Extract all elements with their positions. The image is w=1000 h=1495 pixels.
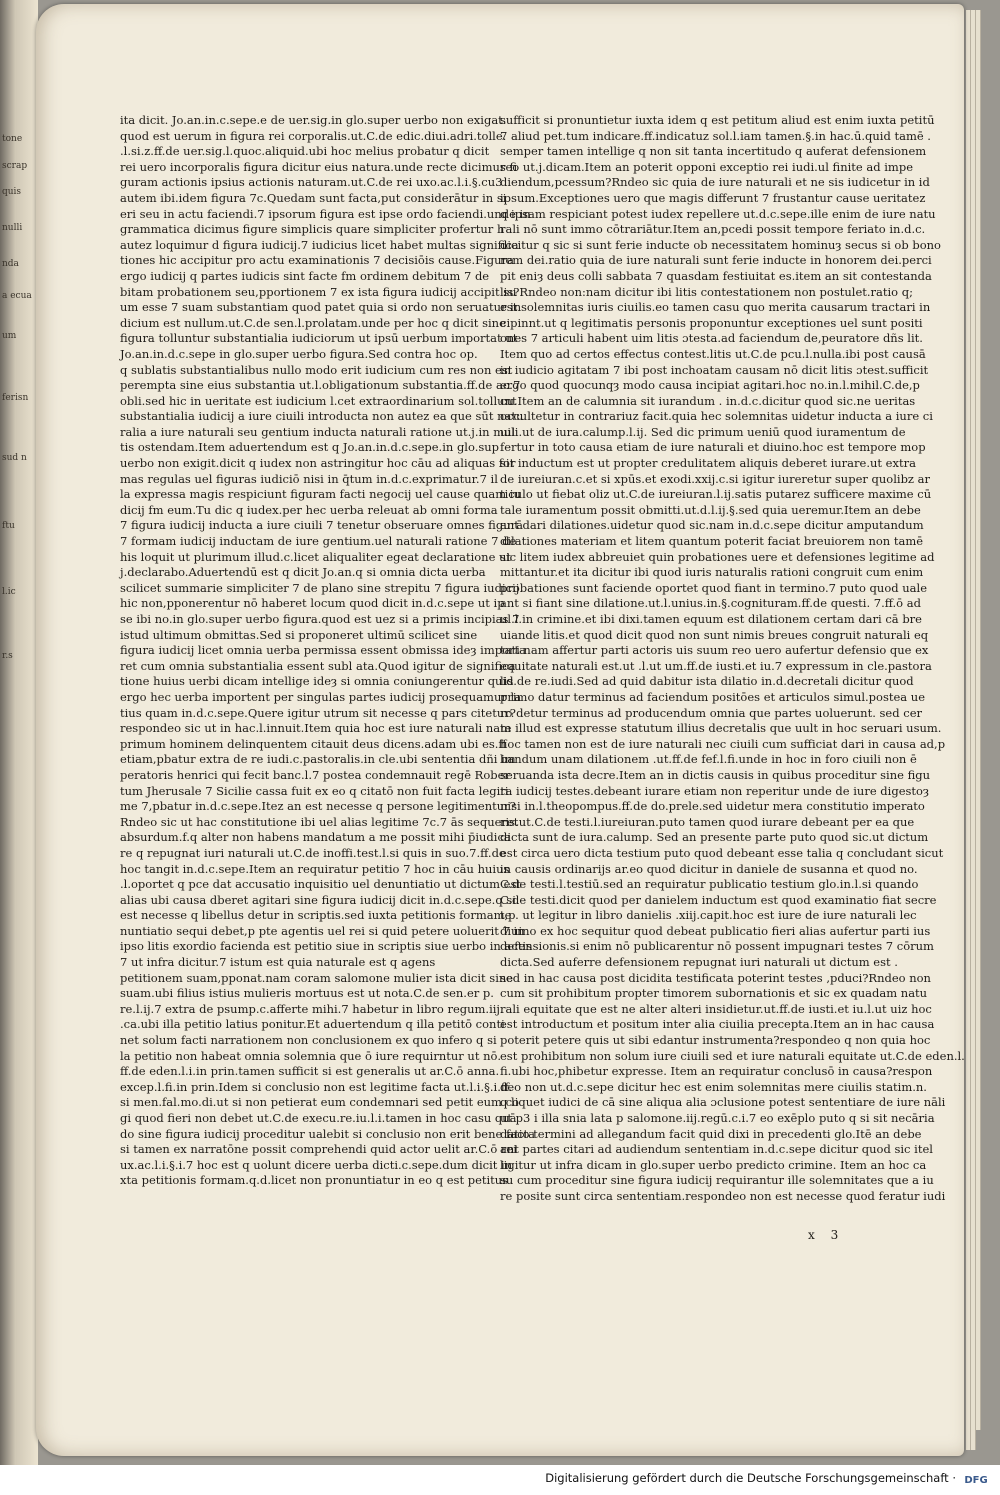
margin-fragment: nulli bbox=[2, 223, 23, 233]
text-line: uiande litis.et quod dicit quod non sunt nimis breues congruit naturali eq bbox=[500, 627, 929, 642]
text-line: la petitio non habeat omnia solemnia que ō iure requirntur ut nō. bbox=[120, 1048, 502, 1063]
text-line: sit inductum est ut propter credulitatem aliquis deberet iurare.ut extra bbox=[500, 456, 916, 471]
text-line: respondeo sic ut in hac.l.innuit.Item quia hoc est iure naturali nam bbox=[120, 721, 512, 736]
text-line: re posite sunt circa sententiam.respondeo non est necesse quod feratur iudi bbox=[500, 1188, 946, 1203]
text-line: tione huius uerbi dicam intellige ideȝ si omnia coniungerentur quid bbox=[120, 674, 514, 689]
text-line: scilicet summarie simpliciter 7 de plano sine strepitu 7 figura iudicij bbox=[120, 580, 520, 595]
text-line: rem dei.ratio quia de iure naturali sunt ferie inducte in honorem dei.perci bbox=[500, 253, 932, 268]
text-line: Rndeo sic ut hac constitutione ibi uel alias legitime 7c.7 ās sequeret bbox=[120, 814, 519, 829]
margin-fragment: sud n bbox=[2, 453, 27, 463]
text-line: si tamen ex narratōne possit comprehendi quid actor uelit ar.C.ō rei bbox=[120, 1142, 517, 1157]
text-line: figura tolluntur substantialia iudiciorum ut ipsū uerbum importat ut bbox=[120, 331, 518, 346]
text-line: lis.de re.iudi.Sed ad quid dabitur ista dilatio in.d.decretali dicitur quod bbox=[500, 674, 914, 689]
text-line: me 7,pbatur in.d.c.sepe.Itez an est necesse q persone legitimentur? bbox=[120, 799, 516, 814]
text-line: ipso litis exordio facienda est petitio siue in scriptis siue uerbo in actis bbox=[120, 939, 532, 954]
text-line: re.l.ij.7 extra de psump.c.afferte mihi.7 habetur in libro regum.iij. bbox=[120, 1001, 504, 1016]
text-line: bitam probationem seu,pportionem 7 ex ista figura iudicij accipit su bbox=[120, 284, 517, 299]
text-line: est introductum et positum inter alia ciuilia precepta.Item an in hac causa bbox=[500, 1017, 935, 1032]
text-line: q ipsam respiciant potest iudex repellere ut.d.c.sepe.ille enim de iure natu bbox=[500, 206, 936, 221]
text-line: ant partes citari ad audiendum sententiam in.d.c.sepe dicitur quod sic itel bbox=[500, 1142, 933, 1157]
text-line: deo non ut.d.c.sepe dicitur hec est enim solemnitas mere ciuilis statim.n. bbox=[500, 1079, 927, 1094]
text-line: in iudicio agitatam 7 ibi post inchoatam causam nō dicit litis ɔtest.sufficit bbox=[500, 362, 929, 377]
text-line: ra iudicij testes.debeant iurare etiam non reperitur unde de iure digestoȝ bbox=[500, 783, 929, 798]
text-line: tius quam in.d.c.sepe.Quere igitur utrum sit necesse q pars citetur? bbox=[120, 705, 516, 720]
text-line: ret cum omnia substantialia essent subl ata.Quod igitur de significa bbox=[120, 658, 516, 673]
text-line: ff.de eden.l.i.in prin.tamen sufficit si est generalis ut ar.C.ō anna. bbox=[120, 1064, 500, 1079]
dfg-logo-text: DFG bbox=[964, 1475, 988, 1486]
text-line: ita dicit. Jo.an.in.c.sepe.e de uer.sig.in glo.super uerbo non exigat. bbox=[120, 113, 507, 127]
text-line: seruanda ista decre.Item an in dictis causis in quibus proceditur sine figu bbox=[500, 767, 931, 782]
margin-fragment: r.s bbox=[2, 651, 13, 661]
text-line: poterit petere quis ut sibi edantur instrumenta?respondeo q non quia hoc bbox=[500, 1033, 931, 1048]
signature-mark: x 3 bbox=[808, 1228, 845, 1242]
text-line: semper tamen intellige q non sit tanta incertitudo q auferat defensionem bbox=[500, 144, 927, 159]
text-line: in causis ordinarijs ar.eo quod dicitur in daniele de susanna et quod no. bbox=[500, 861, 918, 876]
text-line: uerbo non exigit.dicit q iudex non astringitur hoc cāu ad aliquas for bbox=[120, 456, 516, 471]
margin-fragment: quis bbox=[2, 187, 22, 197]
text-line: de iureiuran.c.et si xpūs.et exodi.xxij.c.si igitur iureretur super quolibz ar bbox=[500, 471, 931, 486]
text-line: dicta sunt de iura.calump. Sed an presente parte puto quod sic.ut dictum bbox=[500, 830, 929, 845]
text-line: te . ut legitur in libro danielis .xiij.capit.hoc est iure de iure naturali lec bbox=[500, 908, 917, 923]
text-line: cu.Item an de calumnia sit iurandum . in.d.c.dicitur quod sic.ne ueritas bbox=[500, 393, 916, 408]
text-line: ant dari dilationes.uidetur quod sic.nam in.d.c.sepe dicitur amputandum bbox=[500, 518, 924, 533]
text-line: substantialia iudicij a iure ciuili introducta non autez ea que sūt natu bbox=[120, 409, 524, 424]
text-line: sed in hac causa post dicidita testificata poterint testes ,pduci?Rndeo non bbox=[500, 970, 931, 985]
text-line: fertur in toto causa etiam de iure naturali et diuino.hoc est tempore mop bbox=[500, 440, 926, 455]
text-line: probationes sunt faciende oportet quod fiant in termino.7 puto quod uale bbox=[500, 580, 928, 595]
text-line: su cum proceditur sine figura iudicij requirantur ille solemnitates que a iu bbox=[500, 1173, 934, 1188]
text-line: grammatica dicimus figure simplicis quare simpliciter profertur h bbox=[120, 222, 505, 237]
text-column-right bbox=[500, 113, 965, 1205]
text-line: 7 ut infra dicitur.7 istum est quia naturale est q agens bbox=[120, 955, 436, 970]
text-line: dicij fm eum.Tu dic q iudex.per hec uerba releuat ab omni forma bbox=[120, 502, 498, 517]
text-line: re q repugnat iuri naturali ut.C.de inoffi.test.l.si quis in suo.7.ff.de bbox=[120, 845, 506, 860]
margin-fragment: l.ic bbox=[2, 587, 16, 597]
text-line: bandum unam dilationem .ut.ff.de fef.l.fi.unde in hoc in foro ciuili non ē bbox=[500, 752, 917, 767]
text-line: fi.ubi hoc,phibetur expresse. Item an requiratur conclusō in causa?respon bbox=[500, 1064, 933, 1079]
text-line: sic litem iudex abbreuiet quin probationes uere et defensiones legitime ad bbox=[500, 549, 935, 564]
text-line: mas regulas uel figuras iudiciō nisi in q̄tum in.d.c.exprimatur.7 il bbox=[120, 471, 498, 486]
text-line: eri seu in actu faciendi.7 ipsorum figura est ipse ordo faciendi.unde in bbox=[120, 206, 531, 221]
text-line: hoc tangit in.d.c.sepe.Item an requiratur petitio 7 hoc in cāu huius bbox=[120, 861, 510, 876]
text-line: la expressa magis respiciunt figuram facti negocij uel cause quam iu bbox=[120, 487, 521, 502]
text-line: mittantur.et ita dicitur ibi quod iuris naturalis rationi congruit cum enim bbox=[500, 565, 924, 580]
text-line: est prohibitum non solum iure ciuili sed et iure naturali equitate ut.C.de eden.l. bbox=[500, 1048, 965, 1063]
text-line: ro detur terminus ad producendum omnia que partes uoluerunt. sed cer bbox=[500, 705, 922, 720]
text-line: ul.l.in crimine.et ibi dixi.tamen equum est dilationem certam dari cā bre bbox=[500, 612, 922, 626]
text-line: suam.ubi filius istius mulieris mortuus est ut nota.C.de sen.er p. bbox=[120, 986, 494, 1001]
text-line: se ibi no.in glo.super uerbo figura.quod est uez si a primis incipias 7 bbox=[120, 612, 520, 626]
text-line: ipsum.Exceptiones uero que magis differunt 7 frustantur cause ueritatez bbox=[500, 190, 926, 205]
text-line: uili.ut de iura.calump.l.ij. Sed dic primum ueniū quod iuramentum de bbox=[500, 424, 906, 439]
text-line: primo datur terminus ad faciendum positōes et articulos simul.postea ue bbox=[500, 689, 926, 704]
text-line: dilationes materiam et litem quantum poterit faciat breuiorem non tamē bbox=[500, 534, 924, 549]
text-line: tati nam affertur parti actoris uis suum reo uero aufertur defensio que ex bbox=[500, 643, 929, 658]
text-line: rali equitate que est ne alter alteri insidietur.ut.ff.de iusti.et iu.l.ut uiz hoc bbox=[500, 1001, 932, 1016]
footer-bar bbox=[0, 1466, 1000, 1495]
text-line: tis ostendam.Item aduertendum est q Jo.an.in.d.c.sepe.in glo.sup bbox=[120, 440, 500, 455]
text-line: hoc tamen non est de iure naturali nec ciuili cum sufficiat dari in causa ad,p bbox=[500, 736, 946, 751]
text-line: .ca.ubi illa petitio latius ponitur.Et aduertendum q illa petitō conti bbox=[120, 1017, 505, 1032]
margin-fragment: nda bbox=[2, 259, 19, 269]
text-line: excep.l.fi.in prin.Idem si conclusio non est legitime facta ut.l.i.§.i.ff. bbox=[120, 1079, 513, 1094]
text-line: nuntiatio sequi debet,p pte agentis uel rei si quid petere uoluerit 7 in bbox=[120, 923, 525, 938]
text-line: dicitur q sic si sunt ferie inducte ob necessitatem hominuȝ secus si ob bono bbox=[500, 237, 941, 252]
text-line: figura iudicij licet omnia uerba permissa essent obmissa ideȝ importa bbox=[120, 643, 526, 658]
text-line: tale iuramentum possit obmitti.ut.d.l.ij.§.sed quia ueremur.Item an debe bbox=[500, 502, 921, 517]
text-column-left bbox=[120, 113, 536, 1189]
text-line: petitionem suam,pponat.nam coram salomone mulier ista dicit sine bbox=[120, 970, 514, 985]
text-line: his loquit ut plurimum illud.c.licet aliqualiter egeat declaratione ut bbox=[120, 549, 512, 564]
text-line: te illud est expresse statutum illius decretalis que uult in hoc seruari usum. bbox=[500, 721, 942, 736]
text-line: est necesse q libellus detur in scriptis.sed iuxta petitionis formam,p bbox=[120, 908, 516, 923]
text-line: ergo quod quocunqȝ modo causa incipiat agitari.hoc no.in.l.mihil.C.de,p bbox=[500, 378, 920, 393]
text-line: tiones hic accipitur pro actu examinationis 7 decisiōis cause.Figura bbox=[120, 253, 514, 268]
text-line: rali nō sunt immo cōtrariātur.Item an,pcedi possit tempore feriato in.d.c. bbox=[500, 222, 926, 237]
text-line: etiam,pbatur extra de re iudi.c.pastoralis.in cle.ubi sententia dñi im bbox=[120, 752, 516, 767]
text-line: alias ubi causa dberet agitari sine figura iudicij dicit in.d.c.sepe.q si bbox=[120, 892, 516, 907]
text-line: autez loquimur d figura iudicij.7 iudicius licet habet multas significa bbox=[120, 237, 519, 252]
text-line: perempta sine eius substantia ut.l.obligationum substantia.ff.de ac.7 bbox=[120, 378, 521, 393]
text-line: autem ibi.idem figura 7c.Quedam sunt facta,put considerātur in si bbox=[120, 190, 507, 205]
text-line: istud ultimum obmittas.Sed si proponeret ultimū scilicet sine bbox=[120, 627, 478, 642]
text-line: xta petitionis formam.q.d.licet non pronuntiatur in eo q est petitus bbox=[120, 1173, 509, 1188]
text-line: 7 aliud pet.tum indicare.ff.indicatuz sol.l.iam tamen.§.in hac.ū.quid tamē . bbox=[500, 128, 931, 143]
text-line: ant si fiant sine dilatione.ut.l.unius.in.§.cognituram.ff.de questi. 7.ff.ō ad bbox=[500, 596, 921, 611]
margin-fragment: ftu bbox=[2, 521, 15, 531]
text-line: dicta.Sed auferre defensionem repugnat iuri naturali ut dictum est . bbox=[500, 955, 898, 970]
text-line: obli.sed hic in ueritate est iudicium l.cet extraordinarium sol.tollunt bbox=[120, 393, 517, 408]
text-line: q liquet iudici de cā sine aliqua alia ɔclusione potest sententiare de iure nāli bbox=[500, 1095, 946, 1110]
text-line: q sublatis substantialibus nullo modo erit iudicium cum res non est bbox=[120, 362, 513, 377]
text-line: guram actionis ipsius actionis naturam.ut.C.de rei uxo.ac.l.i.§.cu3 bbox=[120, 175, 503, 190]
text-line: tum Jherusale 7 Sicilie cassa fuit ex eo q citatō non fuit facta legiti bbox=[120, 783, 509, 798]
text-line: cipinnt.ut q legitimatis personis proponuntur exceptiones uel sunt positi bbox=[500, 315, 923, 330]
margin-fragment: tone bbox=[2, 134, 23, 144]
text-line: C.de testi.l.testiū.sed an requiratur publicatio testium glo.in.l.si quando bbox=[500, 877, 919, 892]
text-line: ergo hec uerba importent per singulas partes iudicij prosequamur la bbox=[120, 689, 522, 704]
text-line: si men.fal.mo.di.ut si non petierat eum condemnari sed petit eum co bbox=[120, 1095, 519, 1110]
text-line: nisi in.l.theopompus.ff.de do.prele.sed uidetur mera constitutio imperato bbox=[500, 799, 925, 814]
text-line: sufficit si pronuntietur iuxta idem q est petitum aliud est enim iuxta petitū bbox=[500, 113, 935, 127]
text-line: absurdum.f.q alter non habens mandatum a me possit mihi p̄iudica bbox=[120, 830, 511, 845]
text-line: reo ut.j.dicam.Item an poterit opponi exceptio rei iudi.ul finite ad impe bbox=[500, 159, 914, 174]
text-line: equitate naturali est.ut .l.ut um.ff.de iusti.et iu.7 expressum in cle.pastora bbox=[500, 658, 932, 673]
margin-fragment: ferisn bbox=[2, 393, 29, 403]
text-line: dicium est nullum.ut.C.de sen.l.prolatam.unde per hoc q dicit sine bbox=[120, 315, 506, 330]
text-line: diendum,pcessum?Rndeo sic quia de iure naturali et ne sis iudicetur in id bbox=[500, 175, 930, 190]
margin-fragment: scrap bbox=[2, 161, 28, 171]
text-line: Jo.an.in.d.c.sepe in glo.super uerbo figura.Sed contra hoc op. bbox=[120, 346, 478, 361]
text-line: pit eniȝ deus colli sabbata 7 quasdam festiuitat es.item an sit contestanda bbox=[500, 268, 932, 283]
text-line: rei uero incorporalis figura dicitur eius natura.unde recte dicimus fi bbox=[120, 159, 518, 174]
text-line: ticulo ut fiebat oliz ut.C.de iureiuran.l.ij.satis putarez sufficere maxime cū bbox=[500, 487, 932, 502]
margin-fragment: a ecua bbox=[2, 291, 32, 301]
text-line: .l.si.z.ff.de uer.sig.l.quoc.aliquid.ubi hoc melius probatur q dicit bbox=[120, 144, 490, 159]
page-edge bbox=[976, 10, 981, 1430]
text-line: .l.oportet q pce dat accusatio inquisitio uel denuntiatio ut dictum est bbox=[120, 877, 521, 892]
text-line: est circa uero dicta testium puto quod debeant esse talia q concludant sicut bbox=[500, 845, 944, 860]
text-line: primum hominem delinquentem citauit deus dicens.adam ubi es.ff bbox=[120, 736, 507, 751]
text-line: hic non,pponerentur nō haberet locum quod dicit in.d.c.sepe ut ip bbox=[120, 596, 505, 611]
text-line: 7 formam iudicij inductam de iure gentium.uel naturali ratione 7 de bbox=[120, 534, 517, 549]
footer-credit: Digitalisierung gefördert durch die Deutsche Forschungsgemeinschaft · bbox=[545, 1471, 956, 1485]
text-line: occultetur in contrariuz facit.quia hec solemnitas uidetur inducta a iure ci bbox=[500, 409, 933, 424]
facing-page-edge bbox=[0, 0, 38, 1465]
text-line: ones 7 articuli habent uim litis ɔtesta.ad faciendum de,peuratore dñs lit. bbox=[500, 331, 923, 346]
dfg-logo bbox=[962, 1472, 990, 1486]
text-line: ris.ut.C.de testi.l.iureiuran.puto tamen quod iurare debeant per ea que bbox=[500, 814, 915, 829]
text-line: quod est uerum in figura rei corporalis.ut.C.de edic.diui.adri.tolle. bbox=[120, 128, 507, 143]
text-line: C.de testi.dicit quod per danielem inductum est quod examinatio fiat secre bbox=[500, 892, 937, 907]
text-line: datio termini ad allegandum facit quid dixi in precedenti glo.Itē an debe bbox=[500, 1126, 922, 1141]
text-line: j.declarabo.Aduertendū est q dicit Jo.an.q si omnia dicta uerba bbox=[120, 565, 486, 580]
text-line: 7 figura iudicij inducta a iure ciuili 7 tenetur obseruare omnes figurā bbox=[120, 518, 523, 533]
text-line: ut p3 i illa snia lata p salomone.iij.regū.c.i.7 eo exēplo puto q si sit necāria bbox=[500, 1111, 935, 1125]
text-line: est solemnitas iuris ciuilis.eo tamen casu quo merita causarum tractari in bbox=[500, 300, 931, 315]
text-line: net solum facti narrationem non conclusionem ex quo infero q si bbox=[120, 1033, 497, 1048]
text-line: lis?Rndeo non:nam dicitur ibi litis contestationem non postulet.ratio q; bbox=[500, 284, 914, 299]
text-line: defensionis.si enim nō publicarentur nō possent impugnari testes 7 cōrum bbox=[500, 939, 934, 954]
text-line: Item quo ad certos effectus contest.litis ut.C.de pcu.l.nulla.ibi post causā bbox=[500, 346, 926, 361]
text-line: do sine figura iudicij proceditur ualebit si conclusio non erit bene facta bbox=[120, 1126, 536, 1141]
text-line: ux.ac.l.i.§.i.7 hoc est q uolunt dicere uerba dicti.c.sepe.dum dicit in bbox=[120, 1157, 513, 1172]
text-line: ligitur ut infra dicam in glo.super uerbo predicto crimine. Item an hoc ca bbox=[500, 1157, 927, 1172]
text-line: ergo iudicij q partes iudicis sint facte fm ordinem debitum 7 de bbox=[120, 268, 490, 283]
text-line: gi quod fieri non debet ut.C.de execu.re.iu.l.i.tamen in hoc casu quā bbox=[120, 1111, 517, 1125]
text-line: um esse 7 suam substantiam quod patet quia si ordo non seruatur in bbox=[120, 300, 522, 315]
text-line: peratoris henrici qui fecit banc.l.7 postea condemnauit regē Rober bbox=[120, 767, 510, 782]
text-line: diuino ex hoc sequitur quod debeat publicatio fieri alias aufertur parti ius bbox=[500, 923, 931, 938]
text-line: cum sit prohibitum propter timorem subornationis et sic ex quadam natu bbox=[500, 986, 928, 1001]
text-line: ralia a iure naturali seu gentium inducta naturali ratione ut.j.in mul bbox=[120, 424, 516, 439]
margin-fragment: um bbox=[2, 331, 17, 341]
